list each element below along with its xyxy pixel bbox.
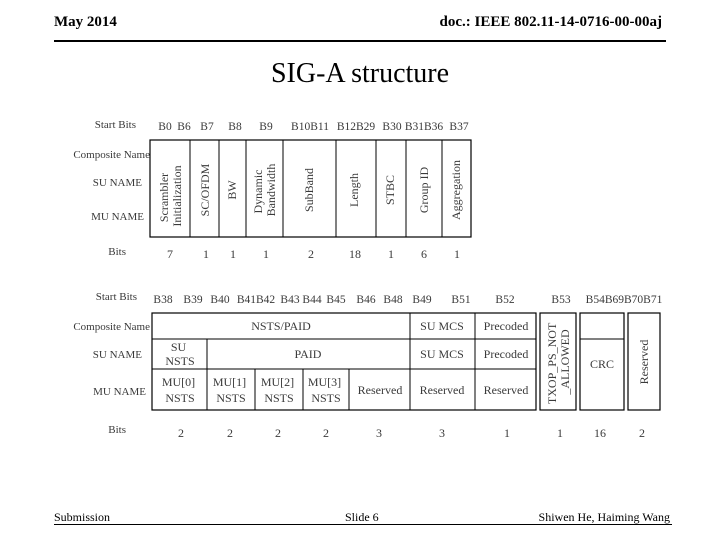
- t1-start-bit: B31B36: [404, 121, 444, 133]
- t1-start-bit: B6: [177, 121, 191, 133]
- slide-title: SIG-A structure: [270, 58, 450, 89]
- t2-bits-value: 2: [178, 426, 184, 440]
- t2-start-bit: B41B42: [236, 294, 276, 306]
- field-reserved-mu: Reserved: [357, 383, 403, 397]
- t1-bits-value: 7: [167, 247, 173, 261]
- t2-bits-value: 3: [439, 426, 445, 440]
- t2-bits-value: 2: [227, 426, 233, 440]
- field-subband: SubBand: [302, 167, 316, 213]
- field-group-id: Group ID: [417, 166, 431, 214]
- header-date: May 2014: [54, 14, 117, 30]
- t2-start-bit: B49: [412, 294, 432, 306]
- t1-label-mu-name: MU NAME: [91, 211, 144, 223]
- t2-start-bit: B39: [183, 294, 203, 306]
- t1-label-start-bits: Start Bits: [94, 119, 136, 131]
- t1-start-bit: B8: [228, 121, 242, 133]
- t2-label-su-name: SU NAME: [92, 349, 142, 361]
- t1-bits-value: 1: [230, 247, 236, 261]
- footer-slide-number: Slide 6: [345, 510, 379, 524]
- t2-start-bit: B40: [210, 294, 230, 306]
- t2-start-bit: B53: [551, 294, 571, 306]
- field-mu3-nsts: MU[3] NSTS: [307, 375, 342, 405]
- field-stbc: STBC: [383, 174, 397, 206]
- t1-label-composite-name: Composite Name: [73, 149, 150, 161]
- field-mu2-nsts: MU[2] NSTS: [260, 375, 295, 405]
- t1-label-su-name: SU NAME: [92, 177, 142, 189]
- t2-bits-value: 2: [639, 426, 645, 440]
- t1-bits-value: 1: [203, 247, 209, 261]
- t2-bits-value: 3: [376, 426, 382, 440]
- t2-start-bit: B43: [280, 294, 300, 306]
- field-su-mcs: SU MCS: [420, 319, 464, 333]
- t1-bits-value: 2: [308, 247, 314, 261]
- field-bw: BW: [225, 180, 239, 200]
- field-reserved-mu: Reserved: [483, 383, 529, 397]
- field-reserved-mu: Reserved: [419, 383, 465, 397]
- t1-label-bits: Bits: [108, 246, 126, 258]
- field-precoded: Precoded: [483, 319, 529, 333]
- t2-bits-value: 1: [504, 426, 510, 440]
- t2-start-bit: B46: [356, 294, 376, 306]
- t2-start-bit: B48: [383, 294, 403, 306]
- field-sc-ofdm: SC/OFDM: [198, 163, 212, 217]
- t2-start-bit: B44: [302, 294, 322, 306]
- field-paid: PAID: [294, 347, 322, 361]
- field-crc: CRC: [589, 357, 615, 371]
- field-precoded-su: Precoded: [483, 347, 529, 361]
- field-length: Length: [347, 173, 361, 207]
- t2-label-composite-name: Composite Name: [73, 321, 150, 333]
- field-aggregation: Aggregation: [449, 160, 463, 220]
- header-doc-id: doc.: IEEE 802.11-14-0716-00-00aj: [439, 14, 662, 30]
- t1-bits-value: 1: [263, 247, 269, 261]
- t2-start-bit: B51: [451, 294, 471, 306]
- t2-bits-value: 2: [275, 426, 281, 440]
- t1-bits-value: 1: [388, 247, 394, 261]
- footer-submission: Submission: [54, 510, 111, 524]
- t2-start-bit: B54B69B70B71: [585, 294, 663, 306]
- field-mu0-nsts: MU[0] NSTS: [161, 375, 196, 405]
- t1-start-bit: B7: [200, 121, 214, 133]
- t1-bits-value: 18: [349, 247, 361, 261]
- field-reserved-tail: Reserved: [637, 339, 651, 385]
- t2-label-mu-name: MU NAME: [93, 386, 146, 398]
- t1-bits-value: 6: [421, 247, 427, 261]
- field-dynamic-bandwidth: Dynamic Bandwidth: [251, 163, 278, 217]
- t1-start-bit: B37: [449, 121, 469, 133]
- field-mu1-nsts: MU[1] NSTS: [212, 375, 247, 405]
- t1-start-bit: B10B11: [291, 121, 329, 133]
- t2-start-bit: B45: [326, 294, 346, 306]
- t1-start-bit: B0: [158, 121, 172, 133]
- t1-bits-value: 1: [454, 247, 460, 261]
- t2-label-start-bits: Start Bits: [95, 291, 137, 303]
- field-su-nsts: SU NSTS: [165, 340, 195, 368]
- t2-bits-value: 2: [323, 426, 329, 440]
- t2-start-bit: B52: [495, 294, 515, 306]
- field-nsts-paid: NSTS/PAID: [251, 319, 311, 333]
- t1-start-bit: B9: [259, 121, 273, 133]
- t2-bits-value: 1: [557, 426, 563, 440]
- t2-start-bit: B38: [153, 294, 173, 306]
- field-txop-ps-not-allowed: TXOP_PS_NOT _ALLOWED: [545, 322, 572, 405]
- field-su-mcs-su: SU MCS: [420, 347, 464, 361]
- t1-start-bit: B12B29: [336, 121, 376, 133]
- t2-field-box: [152, 313, 536, 410]
- t2-bits-value: 16: [594, 426, 606, 440]
- t2-label-bits: Bits: [108, 424, 126, 436]
- footer-authors: Shiwen He, Haiming Wang: [538, 510, 670, 524]
- field-scrambler-init: Scrambler Initialization: [157, 165, 184, 227]
- t1-start-bit: B30: [382, 121, 402, 133]
